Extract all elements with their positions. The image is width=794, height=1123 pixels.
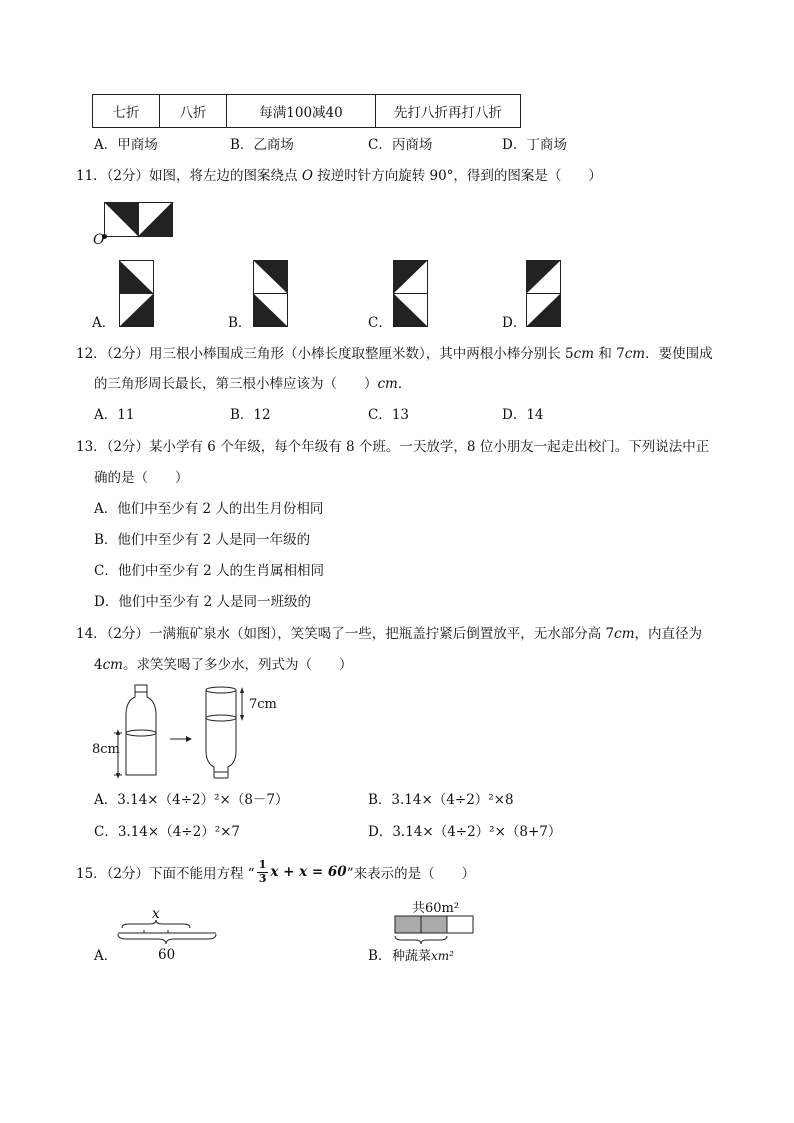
- q12-text: ．: [397, 376, 412, 392]
- q13-option-a[interactable]: A．他们中至少有 2 人的出生月份相同: [94, 501, 324, 517]
- q15-a-x-label: x: [152, 906, 160, 922]
- q11-option-d[interactable]: D．: [502, 315, 527, 331]
- q15-frac-num: 1: [258, 858, 267, 872]
- q15-option-a-figure[interactable]: [118, 920, 218, 946]
- q15-b-brace: [394, 935, 454, 945]
- q12-stem-line1: [76, 348, 713, 362]
- q14-option-b[interactable]: B．3.14×（4÷2）²×8: [368, 792, 514, 808]
- q14-text: ，内直径为: [634, 626, 703, 642]
- q10-option-b[interactable]: B．乙商场: [230, 137, 294, 153]
- q12-text: 和 7: [594, 346, 625, 362]
- q15-a-total-label: 60: [158, 947, 176, 963]
- q12-text: 12．（2分）用三根小棒围成三角形（小棒长度取整厘米数），其中两根小棒分别长 5: [76, 346, 574, 362]
- q11-option-a[interactable]: A．: [92, 315, 116, 331]
- q15-equation: x + x = 60: [270, 864, 347, 880]
- q12-unit: cm: [377, 376, 398, 392]
- q11-option-a-figure[interactable]: [119, 260, 155, 328]
- q14-stem-line1: [76, 628, 702, 642]
- q14-text: 。求笑笑喝了多少水，列式为（ ）: [122, 657, 353, 673]
- q14-unit: cm: [102, 657, 123, 673]
- q15-text: 15．（2分）下面不能用方程 “: [76, 866, 255, 882]
- q10-option-d[interactable]: D．丁商场: [502, 137, 567, 153]
- q11-stem-pre: 11．（2分）如图，将左边的图案绕点: [76, 168, 298, 184]
- q14-label-7cm: 7cm: [249, 697, 277, 712]
- q13-stem-line1: 13．（2分）某小学有 6 个年级，每个年级有 8 个班。一天放学，8 位小朋友一起走出校门。下列说法中正: [76, 439, 710, 455]
- q14-text: 14．（2分）一满瓶矿泉水（如图），笑笑喝了一些，把瓶盖拧紧后倒置放平，无水部分高 7: [76, 626, 615, 642]
- q13-option-d[interactable]: D．他们中至少有 2 人是同一班级的: [94, 594, 311, 610]
- q13-option-c[interactable]: C．他们中至少有 2 人的生肖属相相同: [94, 563, 325, 579]
- q14-option-d[interactable]: D．3.14×（4÷2）²×（8+7）: [368, 824, 562, 840]
- q15-fraction: [257, 859, 269, 884]
- q11-option-c-figure[interactable]: [393, 260, 429, 328]
- q12-option-c[interactable]: C．13: [368, 407, 410, 423]
- table-cell: 先打八折再打八折: [376, 95, 521, 128]
- q14-unit: cm: [614, 626, 635, 642]
- q15-b-total-label: 共60m²: [412, 901, 460, 916]
- q13-stem-line2: 确的是（ ）: [94, 470, 189, 486]
- q11-original-figure: [104, 202, 176, 238]
- q15-frac-den: 3: [258, 871, 267, 885]
- q12-text: ．要使围成: [645, 346, 713, 362]
- q15-option-a[interactable]: A．: [94, 948, 118, 964]
- q11-point: O: [301, 168, 313, 184]
- q11-option-b[interactable]: B．: [228, 315, 252, 331]
- q14-option-a[interactable]: A．3.14×（4÷2）²×（8－7）: [94, 792, 289, 808]
- q13-option-b[interactable]: B．他们中至少有 2 人是同一年级的: [94, 532, 311, 548]
- q12-stem-line2: [94, 378, 411, 392]
- discount-table: [92, 94, 521, 128]
- table-cell: 七折: [93, 95, 160, 128]
- q11-stem-post: 按逆时针方向旋转 90°，得到的图案是（ ）: [317, 168, 602, 184]
- q11-stem: [76, 170, 602, 184]
- q12-unit: cm: [573, 346, 595, 362]
- q10-option-c[interactable]: C．丙商场: [368, 137, 433, 153]
- q15-stem: [76, 852, 475, 892]
- q15-option-b[interactable]: B．: [368, 948, 392, 964]
- q15-text: ”来表示的是（ ）: [346, 866, 476, 882]
- table-cell: 八折: [160, 95, 227, 128]
- q12-option-b[interactable]: B．12: [230, 407, 271, 423]
- q12-text: 的三角形周长最长，第三根小棒应该为（ ）: [94, 376, 378, 392]
- q14-stem-line2: [94, 659, 352, 673]
- q12-unit: cm: [624, 346, 646, 362]
- q14-label-8cm: 8cm: [92, 742, 120, 757]
- q11-option-c[interactable]: C．: [368, 315, 392, 331]
- q11-option-b-figure[interactable]: [253, 260, 289, 328]
- q11-origin-label: O: [93, 232, 105, 248]
- table-cell: 每满100减40: [227, 95, 376, 128]
- q12-option-d[interactable]: D．14: [502, 407, 544, 423]
- q15-option-b-figure[interactable]: [394, 914, 476, 936]
- q15-b-caption-text: 种蔬菜: [392, 949, 432, 964]
- q15-b-variable: xm²: [431, 949, 454, 963]
- q12-option-a[interactable]: A．11: [94, 407, 135, 423]
- q10-option-a[interactable]: A．甲商场: [94, 137, 158, 153]
- q15-b-caption: [392, 945, 454, 964]
- q14-option-c[interactable]: C．3.14×（4÷2）²×7: [94, 824, 241, 840]
- q14-text: 4: [94, 657, 103, 673]
- q11-option-d-figure[interactable]: [526, 260, 562, 328]
